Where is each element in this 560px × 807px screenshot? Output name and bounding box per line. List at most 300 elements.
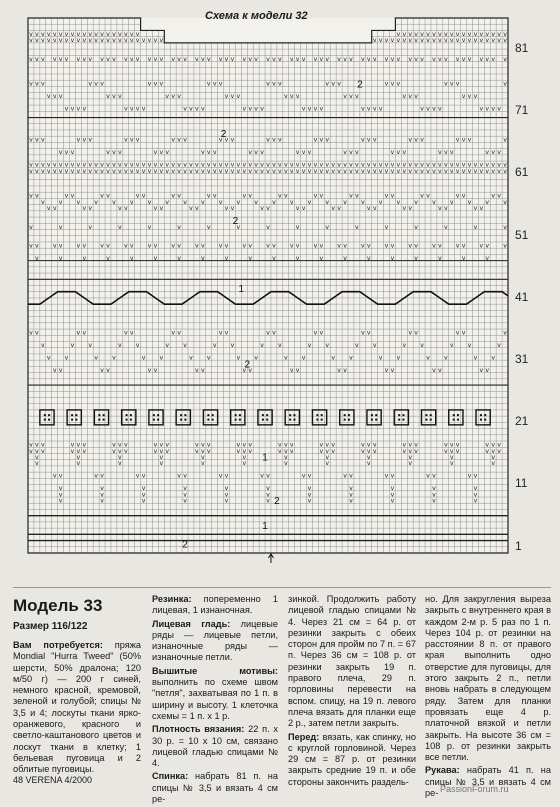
paragraph [152,724,278,769]
paragraph-text: вязать, как спинку, но с круглой горловиной. Через 29 см = 87 р. от резинки закрыть средние 19 п. и обе стороны закончить раздель- [288,731,416,787]
motif-number: 2 [244,359,251,371]
stitch-mark: v [473,497,478,505]
stitch-mark: v [390,161,395,169]
stitch-mark: v [224,205,229,213]
stitch-mark: v [248,161,253,169]
stitch-mark: v [408,37,413,45]
stitch-mark: v [473,472,478,480]
stitch-mark: v [112,447,116,455]
stitch-mark: v [58,149,63,157]
stitch-mark: v [473,354,478,362]
stitch-mark: v [349,93,353,101]
stitch-mark: v [200,167,205,175]
stitch-mark: v [378,167,383,175]
stitch-mark: v [343,242,347,250]
stitch-mark: v [200,198,205,206]
stitch-mark: v [123,37,128,45]
stitch-mark: v [159,354,164,362]
stitch-mark: v [165,198,170,206]
stitch-mark: v [35,161,39,169]
stitch-mark: v [224,55,229,63]
stitch-mark: v [283,167,288,175]
stitch-mark: v [58,37,63,45]
stitch-mark: v [366,460,371,468]
stitch-mark: v [123,329,128,337]
stitch-mark: v [100,30,104,38]
stitch-mark: v [94,472,98,480]
stitch-mark: v [76,441,81,449]
square-dot [98,414,100,416]
stitch-mark: v [313,167,318,175]
square-dot [48,419,50,421]
stitch-mark: v [254,198,258,206]
stitch-mark: v [390,55,395,63]
square-dot [153,419,155,421]
square-dot [207,414,209,416]
stitch-mark: v [260,167,264,175]
stitch-mark: v [76,198,81,206]
stitch-mark: v [183,198,187,206]
stitch-mark: v [414,167,418,175]
stitch-mark: v [224,93,229,101]
stitch-mark: v [218,136,223,144]
stitch-mark: v [390,254,395,262]
square-dot [126,419,128,421]
stitch-mark: v [384,55,389,63]
stitch-mark: v [420,341,424,349]
stitch-mark: v [165,167,170,175]
stitch-mark: v [118,93,122,101]
stitch-mark: v [408,136,413,144]
stitch-mark: v [40,441,45,449]
square-dot [316,414,318,416]
stitch-mark: v [390,192,395,200]
stitch-mark: v [414,447,418,455]
stitch-mark: v [183,161,187,169]
stitch-mark: v [485,366,490,374]
stitch-mark: v [206,223,211,231]
stitch-mark: v [266,242,270,250]
stitch-mark: v [366,167,371,175]
stitch-mark: v [372,167,377,175]
stitch-mark: v [35,254,39,262]
stitch-mark: v [449,37,454,45]
stitch-mark: v [35,37,39,45]
stitch-mark: v [206,161,211,169]
stitch-mark: v [52,167,57,175]
stitch-mark: v [319,105,324,113]
stitch-mark: v [254,105,258,113]
stitch-mark: v [283,192,288,200]
square-dot [348,414,350,416]
stitch-mark: v [123,30,128,38]
stitch-mark: v [224,254,229,262]
stitch-mark: v [408,30,413,38]
stitch-mark: v [206,149,211,157]
stitch-mark: v [390,497,395,505]
stitch-mark: v [94,167,98,175]
stitch-mark: v [118,453,122,461]
square-dot [44,414,46,416]
stitch-mark: v [384,37,389,45]
stitch-mark: v [497,149,501,157]
stitch-mark: v [70,441,75,449]
stitch-mark: v [289,167,294,175]
stitch-mark: v [432,472,436,480]
stitch-mark: v [426,105,430,113]
stitch-mark: v [301,55,306,63]
stitch-mark: v [366,136,371,144]
square-dot [402,419,404,421]
square-dot [344,414,346,416]
stitch-mark: v [40,136,45,144]
stitch-mark: v [325,453,330,461]
stitch-mark: v [153,55,158,63]
stitch-mark: v [349,472,353,480]
stitch-mark: v [147,167,152,175]
paragraph-label: Плотность вязания: [152,724,245,735]
stitch-mark: v [414,93,418,101]
stitch-mark: v [491,167,496,175]
stitch-mark: v [29,167,33,175]
stitch-mark: v [485,242,490,250]
stitch-mark: v [491,441,496,449]
stitch-mark: v [408,205,413,213]
stitch-mark: v [289,447,294,455]
stitch-mark: v [426,161,430,169]
stitch-mark: v [135,37,140,45]
stitch-mark: v [123,205,128,213]
stitch-mark: v [384,192,389,200]
stitch-mark: v [129,167,134,175]
stitch-mark: v [64,37,69,45]
stitch-mark: v [402,447,407,455]
stitch-mark: v [58,30,63,38]
stitch-mark: v [343,161,347,169]
stitch-mark: v [455,167,460,175]
square-dot [239,414,241,416]
stitch-mark: v [236,441,241,449]
stitch-mark: v [408,161,413,169]
stitch-mark: v [123,136,128,144]
stitch-mark: v [58,223,63,231]
stitch-mark: v [29,55,33,63]
stitch-mark: v [384,472,389,480]
stitch-mark: v [135,341,140,349]
paragraph-text: выполнить по схеме швом "петля", захватывая по 1 п. в ширину и высоту. 1 клеточка схемы = 1 п. х 1 р. [152,677,278,721]
stitch-mark: v [236,447,241,455]
stitch-mark: v [337,167,341,175]
stitch-mark: v [301,105,306,113]
stitch-mark: v [349,192,353,200]
stitch-mark: v [183,341,187,349]
stitch-mark: v [129,105,134,113]
stitch-mark: v [443,161,448,169]
stitch-mark: v [408,447,413,455]
stitch-mark: v [153,366,158,374]
stitch-mark: v [40,198,45,206]
stitch-mark: v [153,80,158,88]
square-dot [453,414,455,416]
stitch-mark: v [159,205,164,213]
stitch-mark: v [325,167,330,175]
stitch-mark: v [248,366,253,374]
stitch-mark: v [408,55,413,63]
center-arrow-icon [268,554,273,563]
stitch-mark: v [461,55,466,63]
stitch-mark: v [402,441,407,449]
stitch-mark: v [402,205,407,213]
stitch-mark: v [212,149,217,157]
stitch-mark: v [135,30,140,38]
stitch-mark: v [283,161,288,169]
square-dot [212,419,214,421]
square-dot [130,414,132,416]
stitch-mark: v [260,105,264,113]
stitch-mark: v [100,485,104,493]
stitch-mark: v [177,167,181,175]
stitch-mark: v [473,37,478,45]
stitch-mark: v [153,242,158,250]
stitch-mark: v [319,192,324,200]
paragraph-label: Вам потребуется: [13,640,103,650]
stitch-mark: v [414,441,418,449]
stitch-mark: v [266,491,270,499]
stitch-mark: v [503,329,507,337]
square-dot [484,414,486,416]
stitch-mark: v [337,242,341,250]
stitch-mark: v [295,93,300,101]
square-dot [130,419,132,421]
stitch-mark: v [360,441,365,449]
stitch-mark: v [242,192,247,200]
stitch-mark: v [52,93,57,101]
stitch-mark: v [58,485,63,493]
stitch-mark: v [343,472,347,480]
stitch-mark: v [118,447,122,455]
stitch-mark: v [384,242,389,250]
stitch-mark: v [200,366,205,374]
stitch-mark: v [331,80,336,88]
stitch-mark: v [106,149,110,157]
square-dot [184,414,186,416]
stitch-mark: v [218,55,223,63]
stitch-mark: v [212,161,217,169]
stitch-mark: v [438,37,442,45]
stitch-mark: v [52,55,57,63]
stitch-mark: v [485,254,490,262]
stitch-mark: v [337,366,341,374]
stitch-mark: v [319,441,324,449]
stitch-mark: v [467,167,472,175]
stitch-mark: v [224,167,229,175]
paragraph-text: набрать 81 п. на спицы № 3,5 и вязать 4 см ре- [152,771,278,805]
stitch-mark: v [100,55,104,63]
stitch-mark: v [177,192,181,200]
stitch-mark: v [313,192,318,200]
stitch-mark: v [224,491,229,499]
square-dot [348,419,350,421]
motif-number: 2 [274,496,280,508]
stitch-mark: v [331,447,336,455]
stitch-mark: v [307,485,312,493]
stitch-mark: v [200,441,205,449]
square-dot [425,414,427,416]
stitch-mark: v [40,55,45,63]
divider [13,587,551,588]
stitch-mark: v [159,460,164,468]
stitch-mark: v [503,55,507,63]
stitch-mark: v [88,37,93,45]
stitch-mark: v [503,242,507,250]
stitch-mark: v [337,161,341,169]
row-label: 71 [515,103,529,118]
stitch-mark: v [503,167,507,175]
stitch-mark: v [396,80,401,88]
stitch-mark: v [390,491,395,499]
stitch-mark: v [289,198,294,206]
stitch-mark: v [266,136,270,144]
stitch-mark: v [449,161,454,169]
stitch-mark: v [118,161,122,169]
stitch-mark: v [200,55,205,63]
stitch-mark: v [432,366,436,374]
stitch-mark: v [349,149,353,157]
stitch-mark: v [266,161,270,169]
paragraph-text: пряжа Mondial "Hurra Tweed" (50% шерсти, 50% дралона; 120 м/50 г) — 200 г синей, немного красной, кремовой, зеленой и голубой; спицы № 3,5 и 4; лоскуты ткани ярко-оранжевого, красного и светло-каштанового цветов и лоскут ткани в клетку; 1 бельевая пуговица и 2 облитые пуговицы. [13,640,141,775]
stitch-mark: v [325,223,330,231]
stitch-mark: v [443,30,448,38]
stitch-mark: v [497,441,501,449]
stitch-mark: v [242,453,247,461]
stitch-mark: v [195,441,199,449]
stitch-mark: v [461,167,466,175]
stitch-mark: v [479,161,484,169]
stitch-mark: v [307,161,312,169]
stitch-mark: v [408,441,413,449]
stitch-mark: v [366,55,371,63]
stitch-mark: v [40,80,45,88]
stitch-mark: v [70,341,75,349]
stitch-mark: v [212,80,217,88]
stitch-mark: v [52,366,57,374]
stitch-mark: v [414,161,418,169]
stitch-mark: v [449,460,454,468]
stitch-mark: v [242,105,247,113]
stitch-mark: v [438,366,442,374]
stitch-mark: v [70,149,75,157]
stitch-mark: v [177,55,181,63]
square-dot [207,419,209,421]
stitch-mark: v [278,136,282,144]
stitch-mark: v [266,472,270,480]
stitch-mark: v [473,93,478,101]
stitch-mark: v [171,242,176,250]
stitch-mark: v [82,105,87,113]
stitch-mark: v [485,447,490,455]
stitch-mark: v [272,80,276,88]
stitch-mark: v [88,341,93,349]
stitch-mark: v [503,136,507,144]
watermark: PassionForum.ru [440,784,509,794]
stitch-mark: v [467,161,472,169]
stitch-mark: v [366,254,371,262]
stitch-mark: v [141,167,146,175]
stitch-mark: v [100,161,104,169]
stitch-mark: v [82,167,87,175]
stitch-mark: v [200,460,205,468]
stitch-mark: v [230,55,235,63]
stitch-mark: v [159,441,164,449]
stitch-mark: v [349,55,353,63]
stitch-mark: v [278,80,282,88]
stitch-mark: v [491,460,496,468]
square-dot [48,414,50,416]
square-dot [180,419,182,421]
stitch-mark: v [224,242,229,250]
row-label: 31 [515,351,529,366]
stitch-mark: v [331,167,336,175]
stitch-mark: v [390,149,395,157]
stitch-mark: v [82,447,87,455]
stitch-mark: v [52,472,57,480]
stitch-mark: v [200,453,205,461]
stitch-mark: v [355,161,359,169]
stitch-mark: v [473,491,478,499]
stitch-mark: v [58,198,63,206]
stitch-mark: v [313,161,318,169]
stitch-mark: v [224,497,229,505]
square-dot [289,419,291,421]
stitch-mark: v [153,37,158,45]
stitch-mark: v [355,192,359,200]
stitch-mark: v [491,37,496,45]
stitch-mark: v [372,161,377,169]
stitch-mark: v [396,55,401,63]
stitch-mark: v [106,192,110,200]
stitch-mark: v [94,37,98,45]
stitch-mark: v [29,329,33,337]
stitch-mark: v [171,93,176,101]
stitch-mark: v [307,497,312,505]
stitch-mark: v [141,37,146,45]
stitch-mark: v [455,441,460,449]
stitch-mark: v [70,192,75,200]
stitch-mark: v [58,366,63,374]
stitch-mark: v [135,161,140,169]
stitch-mark: v [129,161,134,169]
square-dot [126,414,128,416]
stitch-mark: v [343,198,347,206]
stitch-mark: v [123,55,128,63]
stitch-mark: v [402,30,407,38]
stitch-mark: v [94,161,98,169]
stitch-mark: v [46,161,51,169]
stitch-mark: v [118,37,122,45]
stitch-mark: v [272,136,276,144]
stitch-mark: v [106,30,110,38]
stitch-mark: v [100,80,104,88]
stitch-mark: v [147,366,152,374]
stitch-mark: v [200,105,205,113]
stitch-mark: v [35,242,39,250]
stitch-mark: v [420,136,424,144]
stitch-mark: v [497,341,501,349]
row-label: 61 [515,165,529,180]
square-dot [266,419,268,421]
stitch-mark: v [378,161,383,169]
stitch-mark: v [58,161,63,169]
